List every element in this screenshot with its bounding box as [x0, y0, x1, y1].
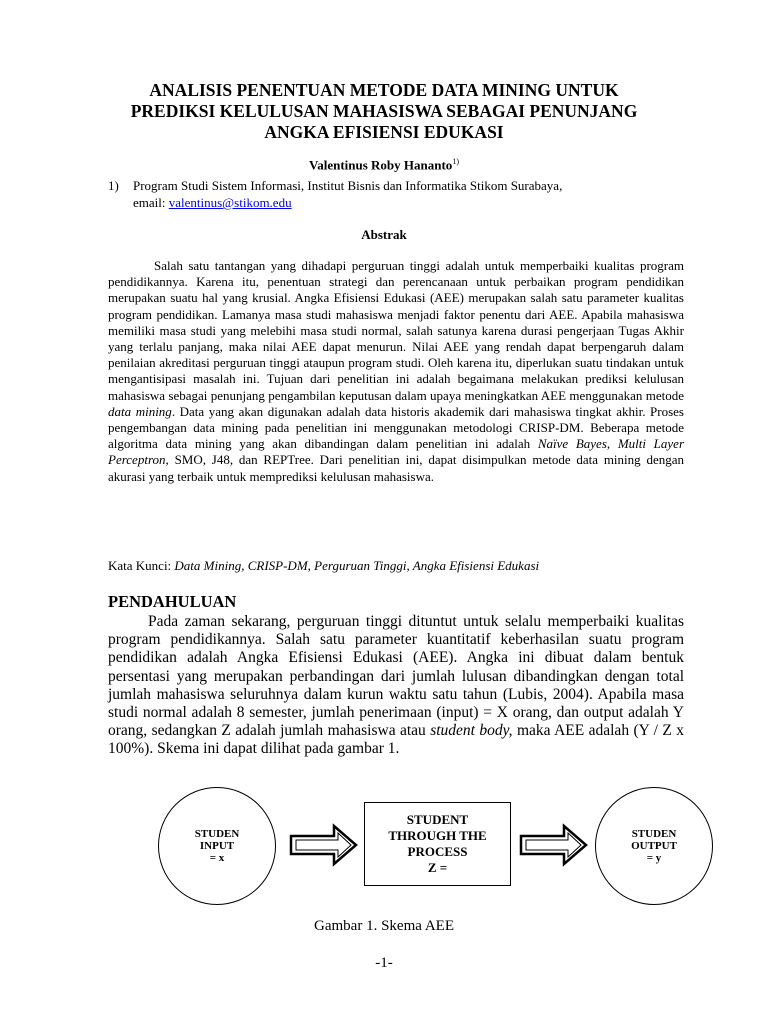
abstract-text: , — [606, 436, 611, 452]
keywords — [108, 558, 684, 574]
process-label: Z = — [427, 860, 448, 875]
affiliation-text: Program Studi Sistem Informasi, Institut Bisnis dan Informatika Stikom Surabaya, — [133, 178, 563, 193]
title-line: ANALISIS PENENTUAN METODE DATA MINING UNTUK — [149, 80, 619, 100]
arrow-right-icon — [288, 822, 360, 868]
output-circle — [595, 787, 713, 905]
process-label: STUDENT — [406, 812, 469, 827]
keywords-values: Data Mining, CRISP-DM, Perguruan Tinggi, Angka Efisiensi Edukasi — [174, 558, 540, 573]
section-heading: PENDAHULUAN — [108, 592, 237, 611]
input-label: = x — [209, 852, 225, 864]
abstract-heading: Abstrak — [361, 227, 407, 242]
title-line: ANGKA EFISIENSI EDUKASI — [264, 122, 504, 142]
process-box — [364, 802, 511, 886]
abstract-text: Salah satu tantangan yang dihadapi perguruan tinggi adalah untuk memperbaiki kualitas program pendidikannya. Karena itu, penentuan strategi dan perencanaan untuk perbaikan program pendidikan merupakan suatu hal yang krusial. Angka Efisiensi Edukasi (AEE) merupakan salah satu parameter kualitas program pendidikan. Lamanya masa studi mahasiswa menjadi faktor penentu dari AEE. Apabila mahasiswa memiliki masa studi yang melebihi masa studi normal, salah satunya karena durasi pengerjaan Tugas Akhir yang terlalu panjang, maka nilai AEE dapat menurun. Nilai AEE yang rendah dapat berpengaruh dalam penilaian akreditasi perguruan tinggi ataupun program studi. Oleh karena itu, diperlukan suatu tindakan untuk mengantisipasi masalah ini. Tujuan dari penelitian ini adalah begaimana melakukan prediksi kelulusan mahasiswa sebagai penunjang pengambilan keputusan dalam upaya meningkatkan AEE menggunakan metode — [108, 258, 684, 403]
email-link[interactable]: valentinus@stikom.edu — [168, 195, 292, 210]
process-label: THROUGH THE — [388, 828, 487, 843]
abstract-italic: Naïve Bayes — [537, 436, 607, 452]
body-text: Pada zaman sekarang, perguruan tinggi dituntut untuk selalu memperbaiki kualitas program pendidikannya. Salah satu parameter kuantitatif keberhasilan suatu program pendidikan adalah Angka Efisiensi Edukasi (AEE). Angka ini dibuat dalam bentuk persentasi yang merupakan perbandingan dari jumlah lulusan dibandingkan dengan total jumlah mahasiswa seluruhnya dalam kurun waktu satu tahun (Lubis, 2004). Apabila masa studi normal adalah 8 semester, jumlah penerimaan (input) = X orang, dan output adalah Y orang, sedangkan Z adalah jumlah mahasiswa atau — [108, 613, 684, 740]
abstract-italic: Multi Layer Perceptron — [108, 436, 685, 468]
arrow-right-icon — [518, 822, 590, 868]
affiliation-number: 1) — [108, 178, 119, 193]
title-line: PREDIKSI KELULUSAN MAHASISWA SEBAGAI PENUNJANG — [130, 101, 638, 121]
figure-caption: Gambar 1. Skema AEE — [314, 918, 454, 934]
body-italic: student body, — [430, 722, 513, 740]
section-body — [108, 613, 684, 759]
abstract-body — [108, 258, 684, 485]
output-label: STUDEN — [631, 828, 677, 840]
author-affiliation-mark: 1) — [452, 157, 459, 166]
affiliation — [108, 177, 684, 211]
abstract-text: , SMO, J48, dan REPTree. Dari penelitian ini, dapat disimpulkan metode data mining dengan akurasi yang terbaik untuk memprediksi kelulusan mahasiswa. — [108, 452, 684, 484]
abstract-italic: data mining — [108, 403, 172, 419]
author-name: Valentinus Roby Hananto — [309, 157, 453, 173]
body-text: maka AEE adalah (Y / Z x 100%). Skema ini dapat dilihat pada gambar 1. — [108, 722, 684, 758]
email-label: email: — [133, 195, 166, 210]
figure-aee-scheme — [158, 792, 677, 900]
keywords-label: Kata Kunci: — [108, 558, 172, 573]
input-label: STUDEN — [194, 828, 240, 840]
output-label: OUTPUT — [631, 840, 677, 852]
paper-title — [100, 80, 668, 143]
input-circle — [158, 787, 276, 905]
output-label: = y — [646, 852, 662, 864]
process-label: PROCESS — [407, 844, 468, 859]
author — [0, 157, 768, 173]
page-number: -1- — [375, 955, 393, 971]
abstract-text: . Data yang akan digunakan adalah data historis akademik dari mahasiswa tingkat akhir. Proses pengembangan data mining pada penelitian ini menggunakan metodologi CRISP-DM. Beberapa metode algoritma data mining yang akan dibandingan dalam penelitian ini adalah — [108, 403, 684, 452]
input-label: INPUT — [199, 840, 235, 852]
